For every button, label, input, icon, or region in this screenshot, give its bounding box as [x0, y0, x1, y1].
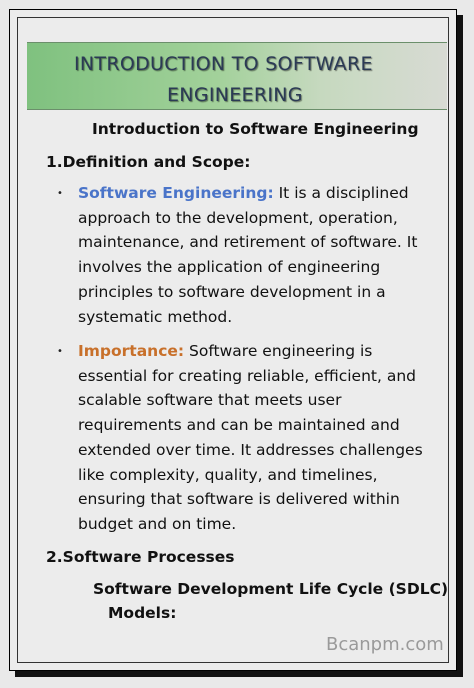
subheading-sdlc: Software Development Life Cycle (SDLC): [93, 580, 449, 598]
bullet-dot-icon: •: [57, 346, 63, 357]
bullet-dot-icon: •: [57, 188, 63, 199]
bullet-importance: [78, 339, 423, 537]
bullet-text: It is a disciplined approach to the development, operation, maintenance, and retirement of software. It involves the application of engineering principles to software development in a systematic method.: [78, 184, 418, 326]
document-subtitle: Introduction to Software Engineering: [92, 120, 419, 138]
subheading-models: Models:: [108, 604, 177, 622]
section-heading-definition: 1.Definition and Scope:: [46, 153, 251, 171]
bullet-software-engineering: [78, 181, 423, 329]
watermark: Bcanpm.com: [326, 634, 444, 655]
banner-title-line2: ENGINEERING: [167, 84, 303, 106]
section-heading-processes: 2.Software Processes: [46, 548, 235, 566]
bullet-term: Importance:: [78, 342, 185, 360]
bullet-text: Software engineering is essential for creating reliable, efficient, and scalable software that meets user requirements and can be maintained and extended over time. It addresses challenges like complexity, quality, and timelines, ensuring that software is delivered within budget and on time.: [78, 342, 423, 533]
title-banner: [27, 42, 447, 110]
bullet-term: Software Engineering:: [78, 184, 274, 202]
banner-title-line1: INTRODUCTION TO SOFTWARE: [74, 53, 373, 75]
